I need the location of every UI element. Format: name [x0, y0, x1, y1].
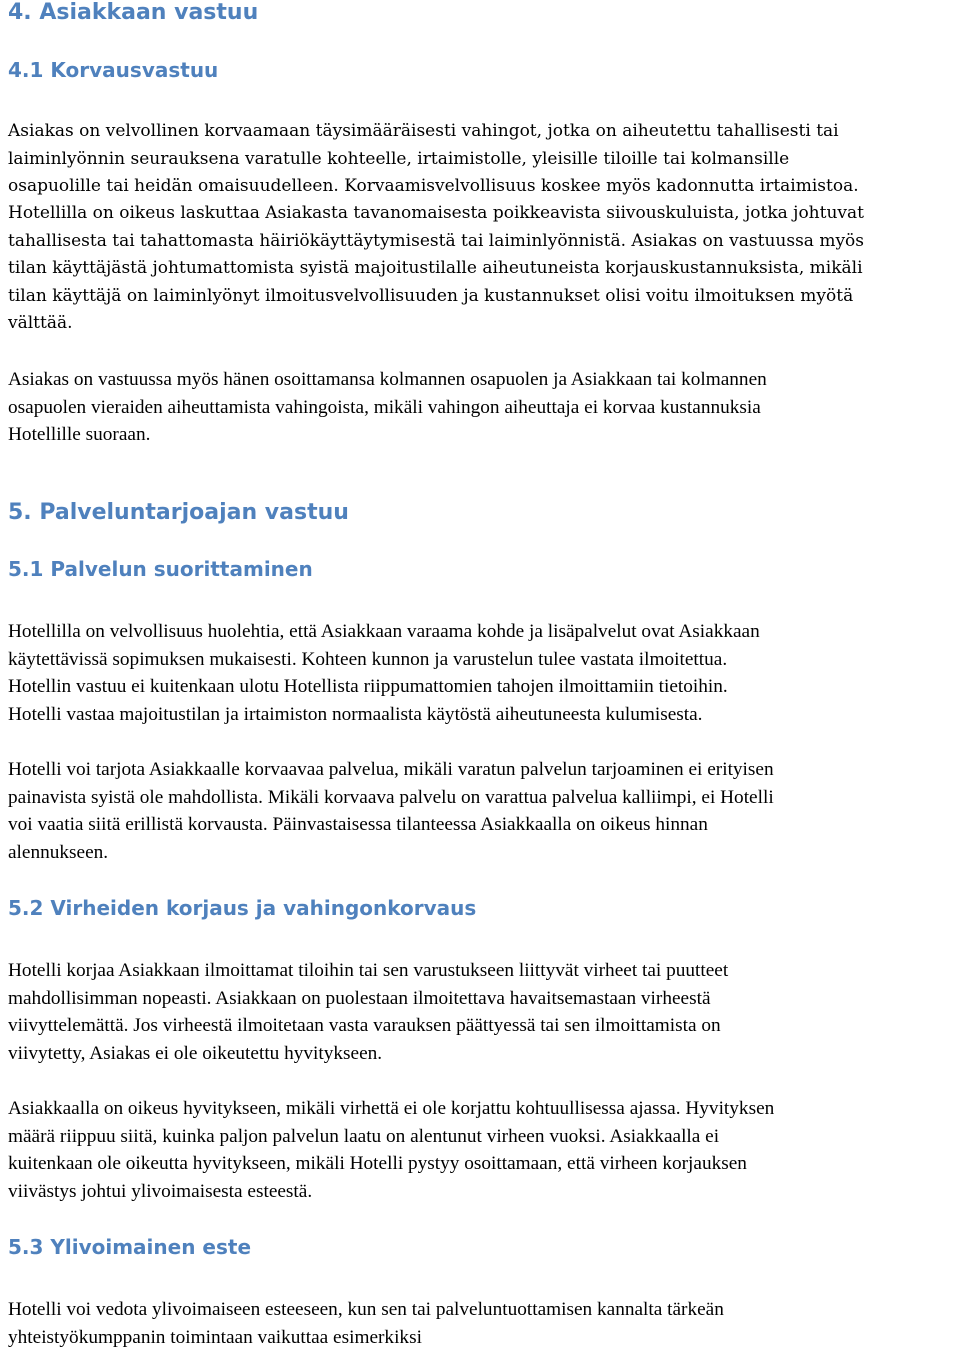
paragraph-5-2-a	[8, 957, 728, 1067]
text-line: osapuolen vieraiden aiheuttamista vahingoista, mikäli vahingon aiheuttaja ei korvaa kustannuksia	[8, 396, 761, 418]
paragraph-5-2-b	[8, 1095, 774, 1205]
paragraph-5-1-a	[8, 618, 760, 728]
text-line: kuitenkaan ole oikeutta hyvitykseen, mikäli Hotelli pystyy osoittamaan, että virheen korjauksen	[8, 1153, 747, 1174]
text-line: välttää.	[8, 313, 73, 333]
text-line: määrä riippuu siitä, kuinka paljon palvelun laatu on alentunut virheen vuoksi. Asiakkaalla ei	[8, 1125, 720, 1147]
text-line: Hotelli voi vedota ylivoimaiseen esteeseen, kun sen tai palveluntuottamisen kannalta tärkeän	[8, 1299, 724, 1320]
section-4-heading: 4. Asiakkaan vastuu	[8, 0, 259, 25]
text-line: Hotellille suoraan.	[8, 424, 151, 445]
text-line: laiminlyönnin seurauksena varatulle kohteelle, irtaimistolle, yleisille tiloille tai kolmansille	[8, 148, 790, 169]
paragraph-4-1-c	[8, 366, 767, 449]
text-line: painavista syistä ole mahdollista. Mikäli korvaava palvelu on varattua palvelua kalliimpi, ei Hotelli	[8, 786, 774, 808]
text-line: Hotelli voi tarjota Asiakkaalle korvaavaa palvelua, mikäli varatun palvelun tarjoaminen ei erityisen	[8, 759, 774, 780]
text-segment: tahallisesta tai tahattomasta häiriökäyttäytymisestä tai laiminlyönnistä.	[8, 230, 627, 251]
text-line: osapuolille tai heidän omaisuudelleen. Korvaamisvelvollisuus koskee myös kadonnutta irtaimistoa.	[8, 176, 859, 196]
text-line: Asiakas on velvollinen korvaamaan täysimääräisesti vahingot, jotka on aiheutettu tahallisesti tai	[8, 121, 839, 141]
text-line: voi vaatia siitä erillistä korvausta. Päinvastaisessa tilanteessa Asiakkaalla on oikeus hinnan	[8, 814, 708, 835]
text-line: yhteistyökumppanin toimintaan vaikuttaa esimerkiksi	[8, 1326, 422, 1348]
text-line: tilan käyttäjä on laiminlyönyt ilmoitusvelvollisuuden ja kustannukset olisi voitu ilmoituksen myötä	[8, 285, 854, 306]
text-line: tilan käyttäjästä johtumattomista syistä majoitustilalle aiheutuneista korjauskustannuksista, mikäli	[8, 258, 863, 278]
paragraph-4-1-b	[8, 200, 864, 338]
paragraph-5-1-b	[8, 756, 774, 866]
text-line: Asiakkaalla on oikeus hyvitykseen, mikäli virhettä ei ole korjattu kohtuullisessa ajassa. Hyvityksen	[8, 1098, 775, 1119]
text-line: käytettävissä sopimuksen mukaisesti. Kohteen kunnon ja varustelun tulee vastata ilmoitettua.	[8, 648, 728, 670]
text-line: viivytetty, Asiakas ei ole oikeutettu hyvitykseen.	[8, 1042, 383, 1064]
text-line: Hotellilla on velvollisuus huolehtia, että Asiakkaan varaama kohde ja lisäpalvelut ovat Asiakkaan	[8, 621, 760, 642]
section-5-heading: 5. Palveluntarjoajan vastuu	[8, 500, 349, 525]
text-line: Hotellilla on oikeus laskuttaa Asiakasta tavanomaisesta poikkeavista siivouskuluista, jotka johtuvat	[8, 203, 864, 223]
text-line: mahdollisimman nopeasti. Asiakkaan on puolestaan ilmoitettava havaitsemastaan virheestä	[8, 987, 711, 1009]
text-line: viivästys johtui ylivoimaisesta esteestä.	[8, 1180, 313, 1202]
section-4-1-heading: 4.1 Korvausvastuu	[8, 58, 219, 82]
paragraph-4-1-a	[8, 118, 859, 201]
section-5-3-heading: 5.3 Ylivoimainen este	[8, 1235, 252, 1259]
text-line: Hotellin vastuu ei kuitenkaan ulotu Hotellista riippumattomien tahojen ilmoittamiin tietoihin.	[8, 676, 728, 697]
paragraph-5-3-a	[8, 1296, 724, 1351]
section-5-1-heading: 5.1 Palvelun suorittaminen	[8, 557, 313, 581]
text-line: viivyttelemättä. Jos virheestä ilmoitetaan vasta varauksen päättyessä tai sen ilmoittamista on	[8, 1015, 721, 1036]
text-line: alennukseen.	[8, 841, 109, 863]
text-line: Hotelli vastaa majoitustilan ja irtaimiston normaalista käytöstä aiheutuneesta kulumisesta.	[8, 703, 703, 725]
text-segment: Asiakas on vastuussa myös	[631, 230, 865, 251]
text-line: Hotelli korjaa Asiakkaan ilmoittamat tiloihin tai sen varustukseen liittyvät virheet tai puutteet	[8, 960, 729, 981]
section-5-2-heading: 5.2 Virheiden korjaus ja vahingonkorvaus	[8, 896, 477, 920]
text-line: Asiakas on vastuussa myös hänen osoittamansa kolmannen osapuolen ja Asiakkaan tai kolmannen	[8, 369, 767, 390]
text-line	[8, 228, 864, 256]
